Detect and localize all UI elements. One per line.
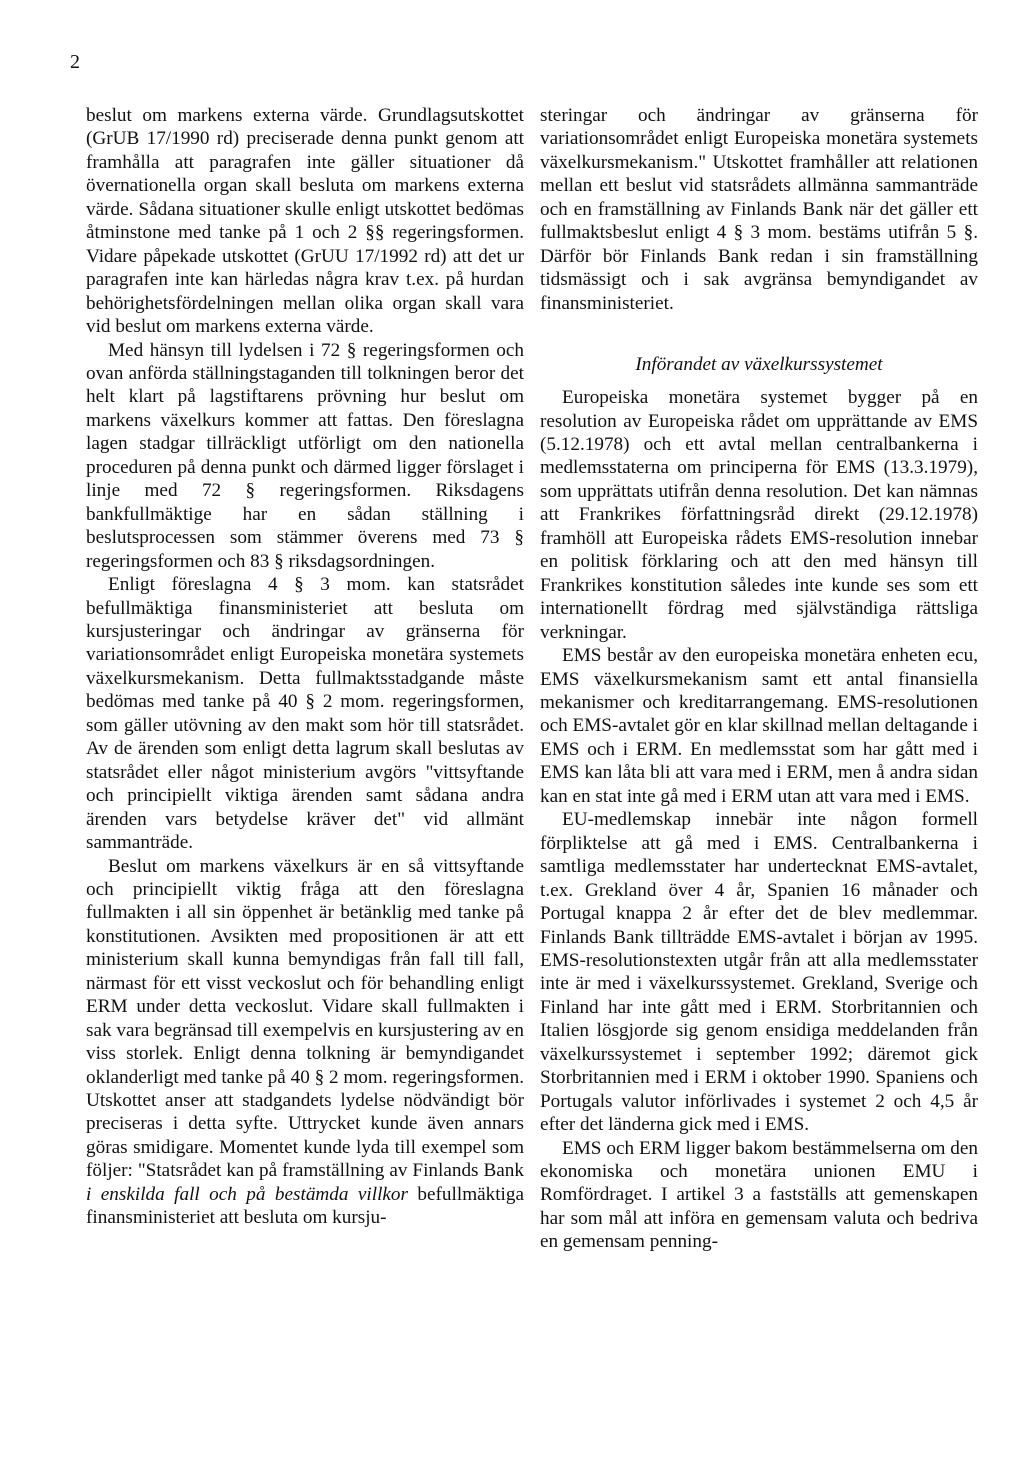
- left-paragraph-4-italic: i enskilda fall och på bestämda villkor: [86, 1183, 408, 1205]
- left-paragraph-4-text-b: befullmäktiga finansministeriet att besluta om kursju-: [86, 1183, 524, 1229]
- left-paragraph-4-text-a: Beslut om markens växelkurs är en så vittsyftande och principiellt viktig fråga att den föreslagna fullmakten i all sin öppenhet är betänklig med tanke på konstitutionen. Avsikten med propositionen är att ett ministerium skall kunna bemyndigas från fall till fall, närmast för ett visst veckoslut och för behandling enligt ERM under detta veckoslut. Vidare skall fullmakten i sak vara begränsad till exempelvis en kursjustering av en viss storlek. Enligt denna tolkning är bemyndigandet oklanderligt med tanke på 40 § 2 mom. regeringsformen. Utskottet anser att stadgandets lydelse nödvändigt bör preciseras i detta syfte. Uttrycket kunde även annars göras smidigare. Momentet kunde lyda till exempel som följer: "Statsrådet kan på framställning av Finlands Bank: [86, 855, 524, 1182]
- right-paragraph-3: EMS består av den europeiska monetära enheten ecu, EMS växelkursmekanism samt ett antal finansiella mekanismer och kreditarrangemang. EMS-resolutionen och EMS-avtalet gör en klar skillnad mellan deltagande i EMS och i ERM. En medlemsstat som har gått med i EMS kan låta bli att vara med i ERM, men å andra sidan kan en stat inte gå med i ERM utan att vara med i EMS.: [540, 645, 978, 807]
- left-column: [86, 104, 524, 1230]
- right-paragraph-4: EU-medlemskap innebär inte någon formell förpliktelse att gå med i EMS. Centralbankerna i samtliga medlemsstater har undertecknat EMS-avtalet, t.ex. Grekland över 4 år, Spanien 16 månader och Portugal knappa 2 år efter det de blev medlemmar. Finlands Bank tillträdde EMS-avtalet i början av 1995. EMS-resolutionstexten utgår från att alla medlemsstater inte är med i växelkurssystemet. Grekland, Sverige och Finland har inte gått med i ERM. Storbritannien och Italien lösgjorde sig genom ensidiga meddelanden från växelkurssystemet i september 1992; däremot gick Storbritannien med i ERM i oktober 1990. Spaniens och Portugals valutor införlivades i systemet 2 och 4,5 år efter det länderna gick med i EMS.: [540, 809, 978, 1136]
- left-paragraph-1: beslut om markens externa värde. Grundlagsutskottet (GrUB 17/1990 rd) preciserade denna punkt genom att framhålla att paragrafen inte gäller situationer då övernationella organ skall besluta om markens externa värde. Sådana situationer skulle enligt utskottet bedömas åtminstone med tanke på 1 och 2 §§ regeringsformen. Vidare påpekade utskottet (GrUU 17/1992 rd) att det ur paragrafen inte kan härledas några krav t.ex. på hurdan behörighetsfördelningen mellan olika organ skall vara vid beslut om markens externa värde.: [86, 105, 524, 338]
- page-number: 2: [70, 51, 80, 73]
- section-heading: Införandet av växelkurssystemet: [635, 354, 883, 376]
- left-paragraph-3: Enligt föreslagna 4 § 3 mom. kan statsrådet befullmäktiga finansministeriet att besluta om kursjusteringar och ändringar av gränserna för variationsområdet enligt Europeiska monetära systemets växelkursmekanism. Detta fullmaktsstadgande måste bedömas med tanke på 40 § 2 mom. regeringsformen, som gäller utövning av den makt som hör till statsrådet. Av de ärenden som enligt detta lagrum skall beslutas av statsrådet eller något ministerium avgörs "vittsyftande och principiellt viktiga ärenden samt sådana andra ärenden vars betydelse kräver det" vid allmänt sammanträde.: [86, 574, 524, 854]
- left-paragraph-4: [86, 855, 524, 1230]
- right-column: [540, 104, 978, 1254]
- right-paragraph-1: steringar och ändringar av gränserna för variationsområdet enligt Europeiska monetära systemets växelkursmekanism." Utskottet framhåller att relationen mellan ett beslut vid statsrådets allmänna sammanträde och en framställning av Finlands Bank när det gäller ett fullmaktsbeslut enligt 4 § 3 mom. bestäms utifrån 5 §. Därför bör Finlands Bank redan i sin framställning tidsmässigt och i sak avgränsa bemyndigandet av finansministeriet.: [540, 105, 978, 314]
- right-paragraph-5: EMS och ERM ligger bakom bestämmelserna om den ekonomiska och monetära unionen EMU i Romfördraget. I artikel 3 a fastställs att gemenskapen har som mål att införa en gemensam valuta och bedriva en gemensam penning-: [540, 1137, 978, 1253]
- right-paragraph-2: Europeiska monetära systemet bygger på en resolution av Europeiska rådet om upprättande av EMS (5.12.1978) och ett avtal mellan centralbankerna i medlemsstaterna om principerna för EMS (13.3.1979), som upprättats utifrån denna resolution. Det kan nämnas att Frankrikes författningsråd direkt (29.12.1978) framhöll att Europeiska rådets EMS-resolution innebar en politisk förklaring och att den med hänsyn till Frankrikes konstitution således inte kunde ses som ett internationellt fördrag med självständiga rättsliga verkningar.: [540, 387, 978, 643]
- left-paragraph-2: Med hänsyn till lydelsen i 72 § regeringsformen och ovan anförda ställningstaganden till tolkningen beror det helt klart på lagstiftarens prövning hur beslut om markens växelkurs kommer att fattas. Den föreslagna lagen stadgar tillräckligt utförligt om den nationella proceduren på denna punkt och därmed ligger förslaget i linje med 72 § regeringsformen. Riksdagens bankfullmäktige har en sådan ställning i beslutsprocessen som stämmer överens med 73 § regeringsformen och 83 § riksdagsordningen.: [86, 339, 524, 572]
